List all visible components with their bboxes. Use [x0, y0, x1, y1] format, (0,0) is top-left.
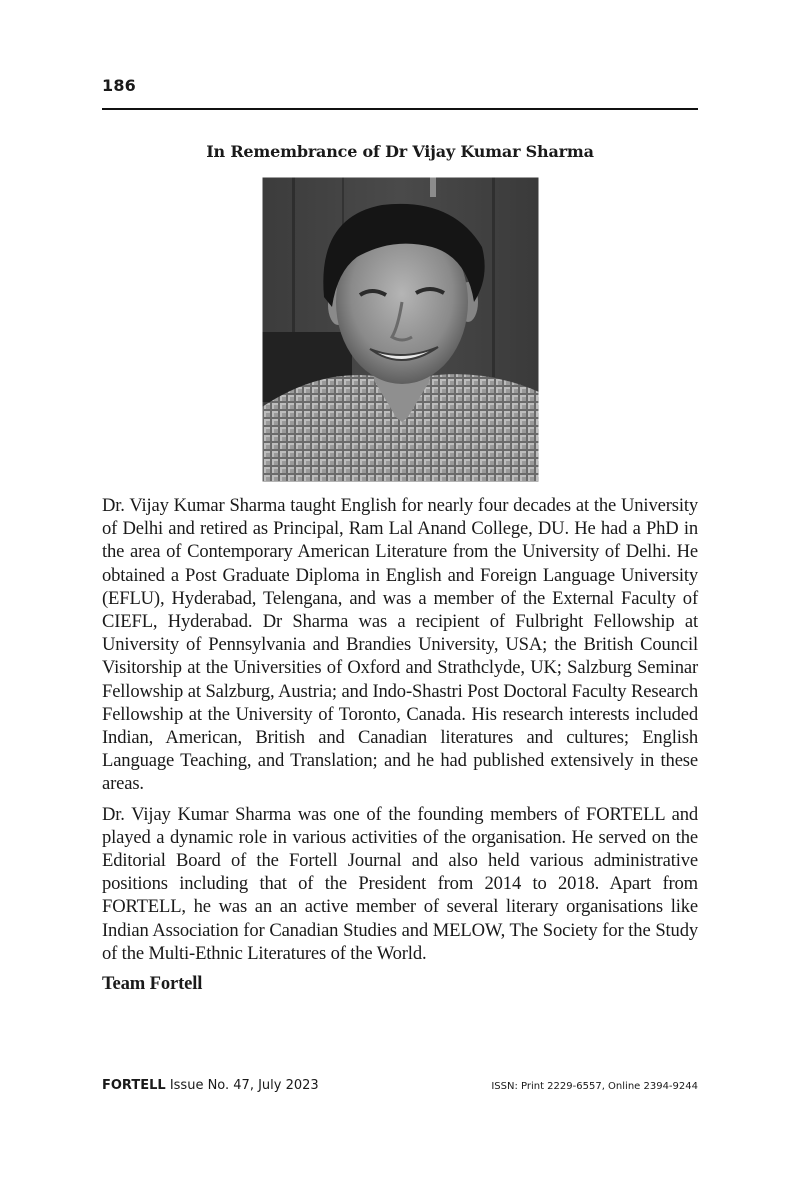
paragraph-fortell-role: Dr. Vijay Kumar Sharma was one of the founding members of FORTELL and played a dynamic role in various activities of the organisation. He served on the Editorial Board of the Fortell Journal and also held various administrative positions including that of the President from 2014 to 2018. Apart from FORTELL, he was an an active member of several literary organisations like Indian Association for Canadian Studies and MELOW, The Society for the Study of the Multi-Ethnic Literatures of the World. [102, 803, 698, 964]
footer-brand: FORTELL [102, 1078, 166, 1093]
page-number: 186 [102, 76, 136, 95]
footer-issn: ISSN: Print 2229-6557, Online 2394-9244 [491, 1081, 698, 1092]
portrait-photo [262, 177, 539, 482]
footer-journal-info [102, 1078, 319, 1093]
article-title: In Remembrance of Dr Vijay Kumar Sharma [206, 142, 594, 161]
paragraph-biography: Dr. Vijay Kumar Sharma taught English for nearly four decades at the University of Delhi and retired as Principal, Ram Lal Anand College, DU. He had a PhD in the area of Contemporary American Literature from the University of Delhi. He obtained a Post Graduate Diploma in English and Foreign Language University (EFLU), Hyderabad, Telengana, and was a member of the External Faculty of CIEFL, Hyderabad. Dr Sharma was a recipient of Fulbright Fellowship at University of Pennsylvania and Brandies University, USA; the British Council Visitorship at the Universities of Oxford and Strathclyde, UK; Salzburg Seminar Fellowship at Salzburg, Austria; and Indo-Shastri Post Doctoral Faculty Research Fellowship at the University of Toronto, Canada. His research interests included Indian, American, British and Canadian literatures and cultures; English Language Teaching, and Translation; and he had published extensively in these areas. [102, 495, 698, 795]
footer-issue: Issue No. 47, July 2023 [165, 1078, 319, 1093]
article-body [102, 494, 698, 1002]
header-rule [102, 108, 698, 110]
signature: Team Fortell [102, 973, 203, 995]
